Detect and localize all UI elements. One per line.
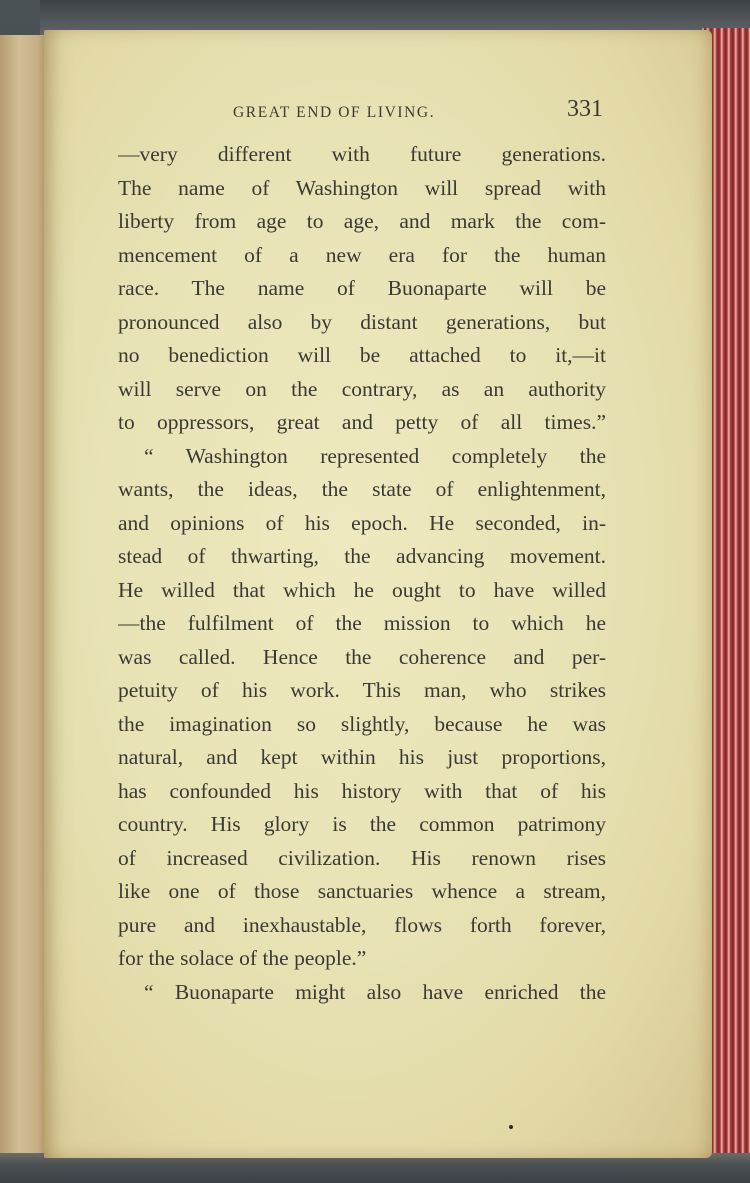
text-line: the imagination so slightly, because he was	[118, 711, 606, 736]
text-line: liberty from age to age, and mark the com-	[118, 209, 606, 233]
text-line: “ Buonaparte might also have enriched the	[144, 979, 606, 1004]
ink-speck	[509, 1125, 513, 1129]
text-line: The name of Washington will spread with	[118, 175, 606, 200]
text-line: no benediction will be attached to it,—it	[118, 343, 606, 367]
text-line: of increased civilization. His renown rises	[118, 845, 606, 870]
text-line: —very different with future generations.	[118, 142, 606, 166]
text-line: like one of those sanctuaries whence a stream,	[118, 879, 606, 903]
text-line: to oppressors, great and petty of all times.”	[118, 410, 606, 434]
text-line: pure and inexhaustable, flows forth forever,	[118, 912, 606, 937]
text-line: was called. Hence the coherence and per-	[118, 644, 606, 669]
running-head: GREAT END OF LIVING.	[233, 104, 436, 121]
text-line: race. The name of Buonaparte will be	[118, 276, 606, 300]
text-line: He willed that which he ought to have willed	[118, 577, 606, 602]
body-text	[118, 138, 606, 1009]
text-line: for the solace of the people.”	[118, 946, 367, 970]
text-line: and opinions of his epoch. He seconded, in-	[118, 510, 606, 535]
text-line: wants, the ideas, the state of enlightenment,	[118, 477, 606, 501]
text-line: “ Washington represented completely the	[144, 443, 606, 468]
text-line: stead of thwarting, the advancing movement.	[118, 544, 606, 568]
text-line: —the fulfilment of the mission to which he	[118, 611, 606, 635]
text-line: mencement of a new era for the human	[118, 242, 606, 267]
text-line: has confounded his history with that of his	[118, 778, 606, 803]
page-header	[188, 96, 613, 136]
text-line: country. His glory is the common patrimony	[118, 812, 606, 836]
text-line: will serve on the contrary, as an authority	[118, 376, 606, 401]
page-number: 331	[567, 96, 603, 122]
facing-page-edge	[0, 35, 50, 1155]
text-line: petuity of his work. This man, who strikes	[118, 678, 606, 702]
text-line: pronounced also by distant generations, but	[118, 309, 606, 334]
text-line: natural, and kept within his just proportions,	[118, 745, 606, 769]
